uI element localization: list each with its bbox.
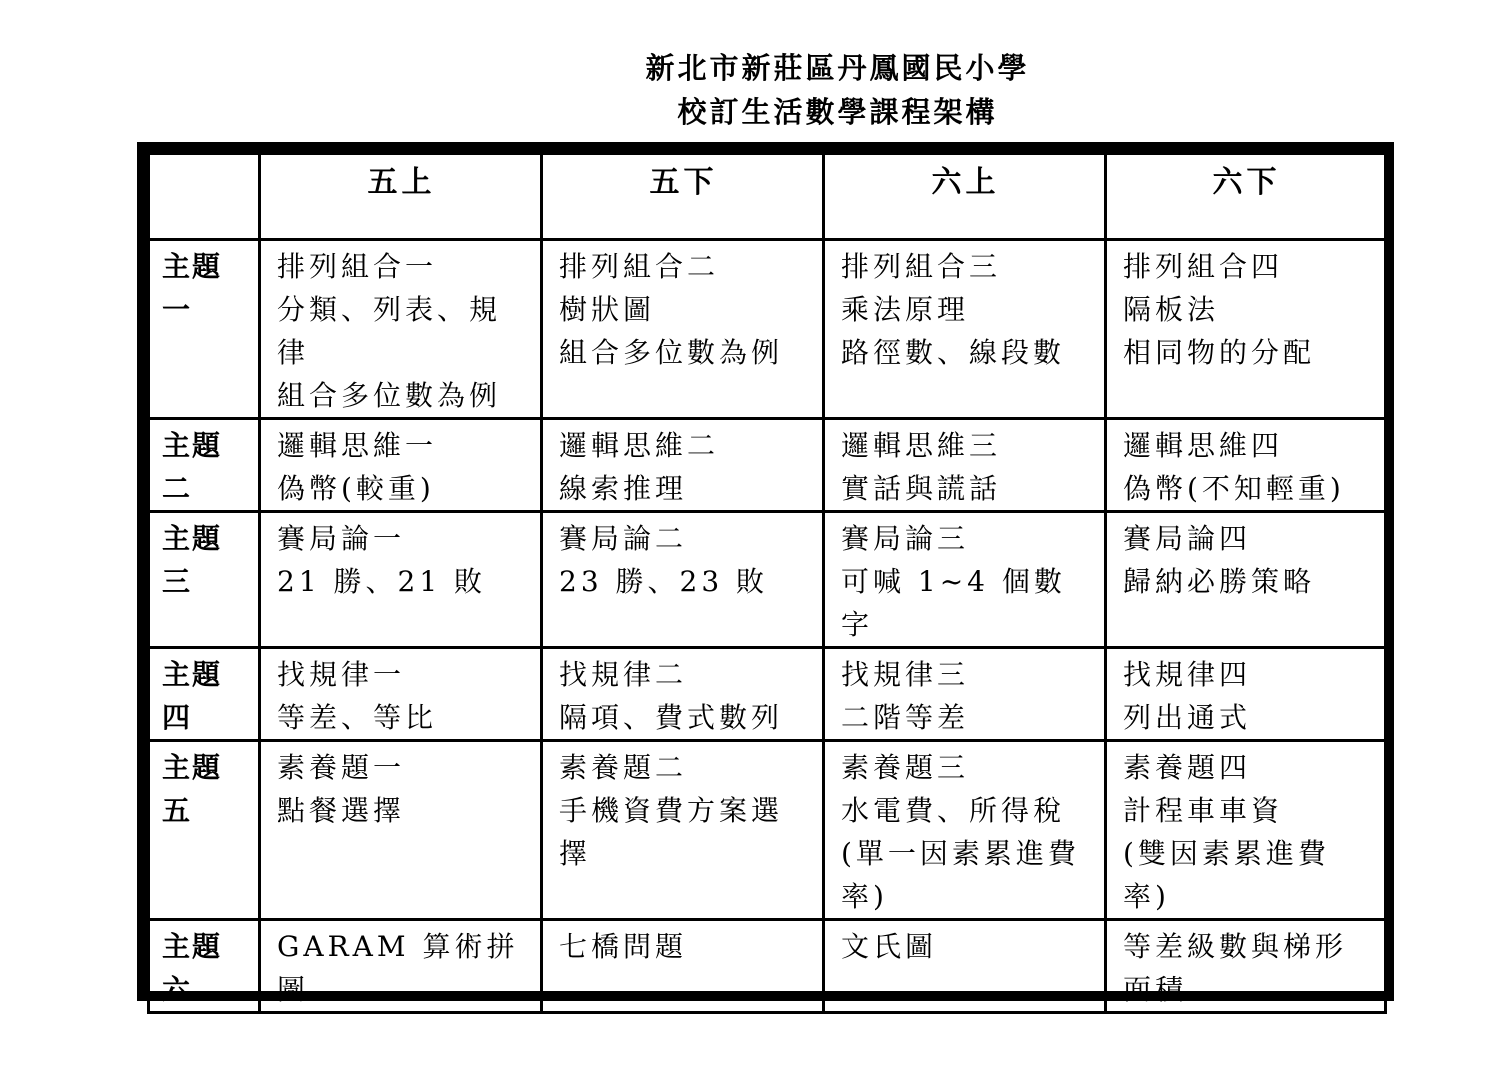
- cell-text-line: 素養題四: [1123, 751, 1252, 784]
- table-row: [149, 419, 1386, 512]
- table-cell: [542, 741, 824, 920]
- cell-text-line: 點餐選擇: [277, 794, 406, 827]
- row-label-text: 主題: [162, 930, 223, 963]
- cell-text-line: 面積: [1123, 973, 1188, 1006]
- table-cell: [824, 741, 1106, 920]
- cell-text-line: 排列組合三: [841, 250, 1002, 283]
- document-subtitle: 校訂生活數學課程架構: [677, 95, 998, 129]
- cell-text-line: 賽局論四: [1123, 522, 1252, 555]
- cell-text-line: 歸納必勝策略: [1123, 565, 1316, 598]
- table-cell: [542, 648, 824, 741]
- cell-text-line: 律: [277, 336, 310, 369]
- table-cell: [542, 240, 824, 419]
- cell-text-line: 隔項、費式數列: [559, 701, 784, 734]
- table-cell: [260, 920, 542, 1013]
- table-row: [149, 648, 1386, 741]
- cell-text-line: 擇: [559, 837, 592, 870]
- row-label-cell: [149, 648, 260, 741]
- cell-text-line: 相同物的分配: [1123, 336, 1316, 369]
- cell-text-line: 邏輯思維三: [841, 429, 1002, 462]
- row-label-cell: [149, 419, 260, 512]
- row-label-text: 一: [162, 293, 193, 326]
- cell-text-line: 乘法原理: [841, 293, 970, 326]
- table-cell: [260, 240, 542, 419]
- row-label-text: 主題: [162, 658, 223, 691]
- cell-text-line: 賽局論一: [277, 522, 406, 555]
- header-cell-empty: [149, 154, 260, 240]
- cell-text-line: (雙因素累進費: [1123, 837, 1330, 870]
- cell-text-line: 七橋問題: [559, 930, 688, 963]
- curriculum-table: [147, 152, 1387, 1014]
- table-row: [149, 512, 1386, 648]
- cell-text-line: 組合多位數為例: [277, 379, 502, 412]
- cell-text-line: 可喊 1~4 個數字: [841, 565, 1066, 641]
- cell-text-line: 率): [1123, 880, 1170, 913]
- table-cell: [542, 512, 824, 648]
- row-label-text: 五: [162, 794, 193, 827]
- row-label-cell: [149, 920, 260, 1013]
- table-row: [149, 741, 1386, 920]
- table-cell: [260, 648, 542, 741]
- cell-text-line: 排列組合四: [1123, 250, 1284, 283]
- cell-text-line: 等差、等比: [277, 701, 438, 734]
- table-frame: [137, 142, 1394, 1006]
- row-label-text: 三: [162, 565, 193, 598]
- table-cell: [824, 920, 1106, 1013]
- row-label-cell: [149, 741, 260, 920]
- cell-text-line: 素養題二: [559, 751, 688, 784]
- cell-text-line: 水電費、所得稅: [841, 794, 1066, 827]
- header-cell-6a: 六上: [824, 154, 1106, 240]
- table-cell: [1106, 741, 1386, 920]
- cell-text-line: 找規律三: [841, 658, 970, 691]
- table-row: [149, 920, 1386, 1013]
- cell-text-line: 組合多位數為例: [559, 336, 784, 369]
- table-cell: [260, 741, 542, 920]
- cell-text-line: 找規律四: [1123, 658, 1252, 691]
- cell-text-line: 找規律二: [559, 658, 688, 691]
- cell-text-line: 偽幣(較重): [277, 472, 435, 505]
- cell-text-line: 21 勝、21 敗: [277, 565, 487, 598]
- cell-text-line: 實話與謊話: [841, 472, 1002, 505]
- row-label-text: 六: [162, 973, 193, 1006]
- table-cell: [824, 648, 1106, 741]
- table-cell: [824, 419, 1106, 512]
- cell-text-line: 線索推理: [559, 472, 688, 505]
- cell-text-line: 路徑數、線段數: [841, 336, 1066, 369]
- table-cell: [1106, 920, 1386, 1013]
- cell-text-line: 隔板法: [1123, 293, 1220, 326]
- cell-text-line: 23 勝、23 敗: [559, 565, 769, 598]
- cell-text-line: 素養題三: [841, 751, 970, 784]
- cell-text-line: GARAM 算術拼圖: [277, 930, 519, 1006]
- row-label-cell: [149, 512, 260, 648]
- cell-text-line: 計程車車資: [1123, 794, 1284, 827]
- row-label-text: 主題: [162, 751, 223, 784]
- cell-text-line: 賽局論二: [559, 522, 688, 555]
- header-cell-5b: 五下: [542, 154, 824, 240]
- cell-text-line: 文氏圖: [841, 930, 938, 963]
- table-cell: [824, 240, 1106, 419]
- row-label-cell: [149, 240, 260, 419]
- table-cell: [824, 512, 1106, 648]
- row-label-text: 主題: [162, 522, 223, 555]
- cell-text-line: (單一因素累進費: [841, 837, 1080, 870]
- cell-text-line: 找規律一: [277, 658, 406, 691]
- cell-text-line: 素養題一: [277, 751, 406, 784]
- cell-text-line: 排列組合一: [277, 250, 438, 283]
- cell-text-line: 等差級數與梯形: [1123, 930, 1348, 963]
- row-label-text: 四: [162, 701, 193, 734]
- row-label-text: 主題: [162, 250, 223, 283]
- header-cell-5a: 五上: [260, 154, 542, 240]
- table-cell: [542, 419, 824, 512]
- cell-text-line: 率): [841, 880, 888, 913]
- cell-text-line: 偽幣(不知輕重): [1123, 472, 1345, 505]
- cell-text-line: 邏輯思維二: [559, 429, 720, 462]
- cell-text-line: 樹狀圖: [559, 293, 656, 326]
- cell-text-line: 邏輯思維四: [1123, 429, 1284, 462]
- document-title: 新北市新莊區丹鳳國民小學: [645, 51, 1030, 85]
- cell-text-line: 排列組合二: [559, 250, 720, 283]
- table-cell: [542, 920, 824, 1013]
- table-cell: [1106, 240, 1386, 419]
- cell-text-line: 邏輯思維一: [277, 429, 438, 462]
- table-cell: [260, 512, 542, 648]
- cell-text-line: 二階等差: [841, 701, 970, 734]
- table-cell: [1106, 512, 1386, 648]
- table-cell: [1106, 648, 1386, 741]
- header-row: [149, 154, 1386, 240]
- cell-text-line: 列出通式: [1123, 701, 1252, 734]
- row-label-text: 二: [162, 472, 193, 505]
- cell-text-line: 手機資費方案選: [559, 794, 784, 827]
- cell-text-line: 分類、列表、規: [277, 293, 502, 326]
- table-row: [149, 240, 1386, 419]
- table-cell: [260, 419, 542, 512]
- cell-text-line: 賽局論三: [841, 522, 970, 555]
- row-label-text: 主題: [162, 429, 223, 462]
- header-cell-6b: 六下: [1106, 154, 1386, 240]
- table-cell: [1106, 419, 1386, 512]
